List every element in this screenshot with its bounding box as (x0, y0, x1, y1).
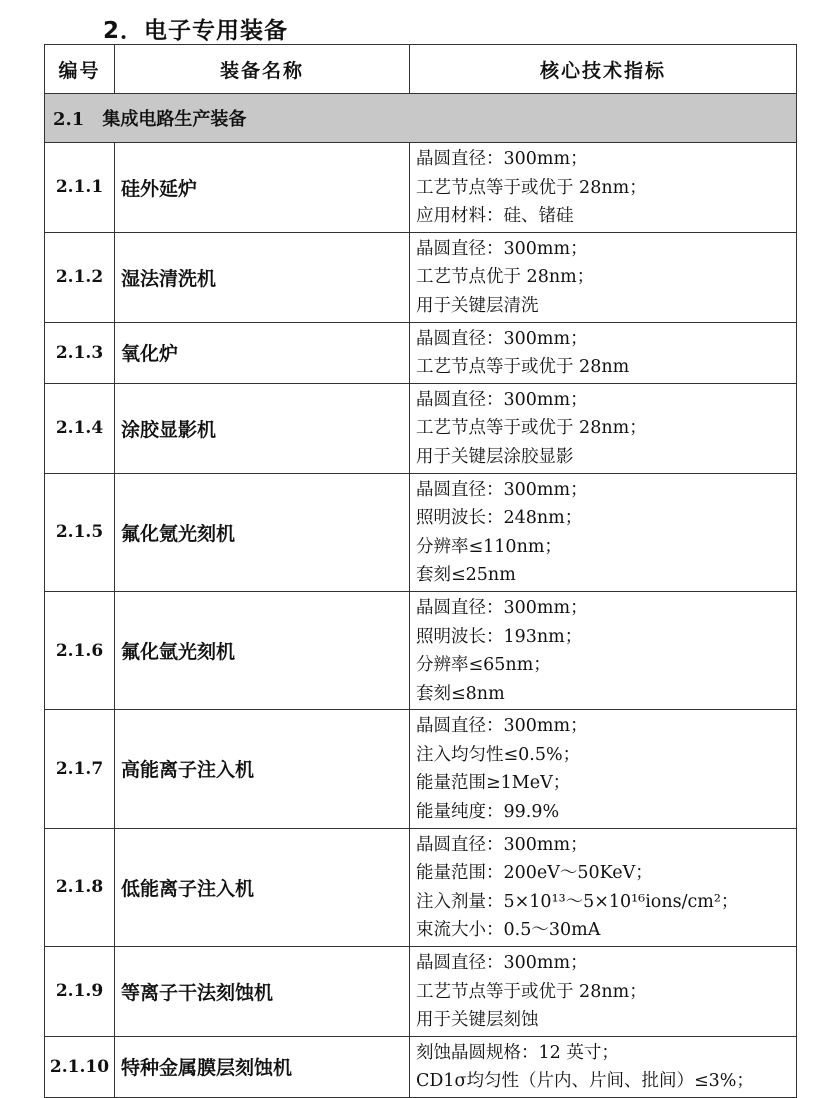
spec-line: 分辨率≤65nm； (416, 655, 551, 676)
spec-line: 工艺节点优于 28nm； (416, 267, 595, 288)
spec-line: 用于关键层刻蚀 (416, 1010, 539, 1031)
spec-line: 晶圆直径：300mm； (416, 597, 588, 618)
table-row (45, 143, 797, 233)
equipment-name: 湿法清洗机 (115, 232, 410, 322)
spec-line: 注入剂量：5×10¹³～5×10¹⁶ions/cm²； (416, 891, 739, 912)
table-row (45, 591, 797, 709)
spec-line: 晶圆直径：300mm； (416, 389, 588, 410)
group-number: 2.1 (53, 109, 85, 130)
row-number: 2.1.6 (45, 591, 115, 709)
spec-line: 工艺节点等于或优于 28nm (416, 357, 630, 378)
core-specs (410, 710, 797, 828)
equipment-name: 低能离子注入机 (115, 828, 410, 946)
spec-line: 套刻≤8nm (416, 683, 505, 704)
spec-line: 照明波长：248nm； (416, 508, 583, 529)
equipment-name: 硅外延炉 (115, 143, 410, 233)
table-header-row (45, 45, 797, 94)
header-specs: 核心技术指标 (410, 45, 797, 94)
equipment-name: 特种金属膜层刻蚀机 (115, 1036, 410, 1097)
spec-line: 束流大小：0.5～30mA (416, 920, 601, 941)
table-row (45, 383, 797, 473)
spec-line: 能量纯度：99.9% (416, 802, 560, 823)
core-specs (410, 947, 797, 1037)
table-row (45, 1036, 797, 1097)
row-number: 2.1.10 (45, 1036, 115, 1097)
section-title: 2．电子专用装备 (103, 18, 289, 44)
spec-line: 工艺节点等于或优于 28nm； (416, 177, 647, 198)
equipment-name: 涂胶显影机 (115, 383, 410, 473)
equipment-table (44, 44, 797, 1098)
spec-line: CD1σ均匀性（片内、片间、批间）≤3%； (416, 1071, 754, 1092)
core-specs (410, 591, 797, 709)
spec-line: 能量范围≥1MeV； (416, 773, 571, 794)
table-row (45, 828, 797, 946)
row-number: 2.1.9 (45, 947, 115, 1037)
spec-line: 用于关键层清洗 (416, 295, 539, 316)
spec-line: 晶圆直径：300mm； (416, 479, 588, 500)
group-title: 集成电路生产装备 (102, 109, 247, 130)
spec-line: 晶圆直径：300mm； (416, 328, 588, 349)
spec-line: 刻蚀晶圆规格：12 英寸； (416, 1042, 619, 1063)
group-row (45, 94, 797, 143)
group-cell (45, 94, 797, 143)
row-number: 2.1.7 (45, 710, 115, 828)
equipment-name: 氟化氩光刻机 (115, 591, 410, 709)
equipment-name: 等离子干法刻蚀机 (115, 947, 410, 1037)
spec-line: 晶圆直径：300mm； (416, 953, 588, 974)
table-row (45, 322, 797, 383)
spec-line: 能量范围：200eV～50KeV； (416, 863, 653, 884)
equipment-name: 氟化氪光刻机 (115, 473, 410, 591)
core-specs (410, 473, 797, 591)
row-number: 2.1.2 (45, 232, 115, 322)
header-name: 装备名称 (115, 45, 410, 94)
row-number: 2.1.3 (45, 322, 115, 383)
row-number: 2.1.4 (45, 383, 115, 473)
core-specs (410, 383, 797, 473)
spec-line: 用于关键层涂胶显影 (416, 446, 574, 467)
spec-line: 晶圆直径：300mm； (416, 238, 588, 259)
core-specs (410, 143, 797, 233)
row-number: 2.1.8 (45, 828, 115, 946)
spec-line: 工艺节点等于或优于 28nm； (416, 981, 647, 1002)
table-row (45, 473, 797, 591)
spec-line: 工艺节点等于或优于 28nm； (416, 418, 647, 439)
spec-line: 注入均匀性≤0.5%； (416, 744, 581, 765)
table-row (45, 710, 797, 828)
spec-line: 晶圆直径：300mm； (416, 834, 588, 855)
equipment-name: 氧化炉 (115, 322, 410, 383)
spec-line: 照明波长：193nm； (416, 626, 583, 647)
row-number: 2.1.5 (45, 473, 115, 591)
spec-line: 晶圆直径：300mm； (416, 149, 588, 169)
equipment-name: 高能离子注入机 (115, 710, 410, 828)
spec-line: 分辨率≤110nm； (416, 536, 562, 557)
core-specs (410, 828, 797, 946)
table-row (45, 232, 797, 322)
spec-line: 套刻≤25nm (416, 565, 516, 586)
row-number: 2.1.1 (45, 143, 115, 233)
core-specs (410, 232, 797, 322)
header-number: 编号 (45, 45, 115, 94)
table-row (45, 947, 797, 1037)
core-specs (410, 322, 797, 383)
spec-line: 晶圆直径：300mm； (416, 716, 588, 737)
spec-line: 应用材料：硅、锗硅 (416, 206, 574, 227)
core-specs (410, 1036, 797, 1097)
